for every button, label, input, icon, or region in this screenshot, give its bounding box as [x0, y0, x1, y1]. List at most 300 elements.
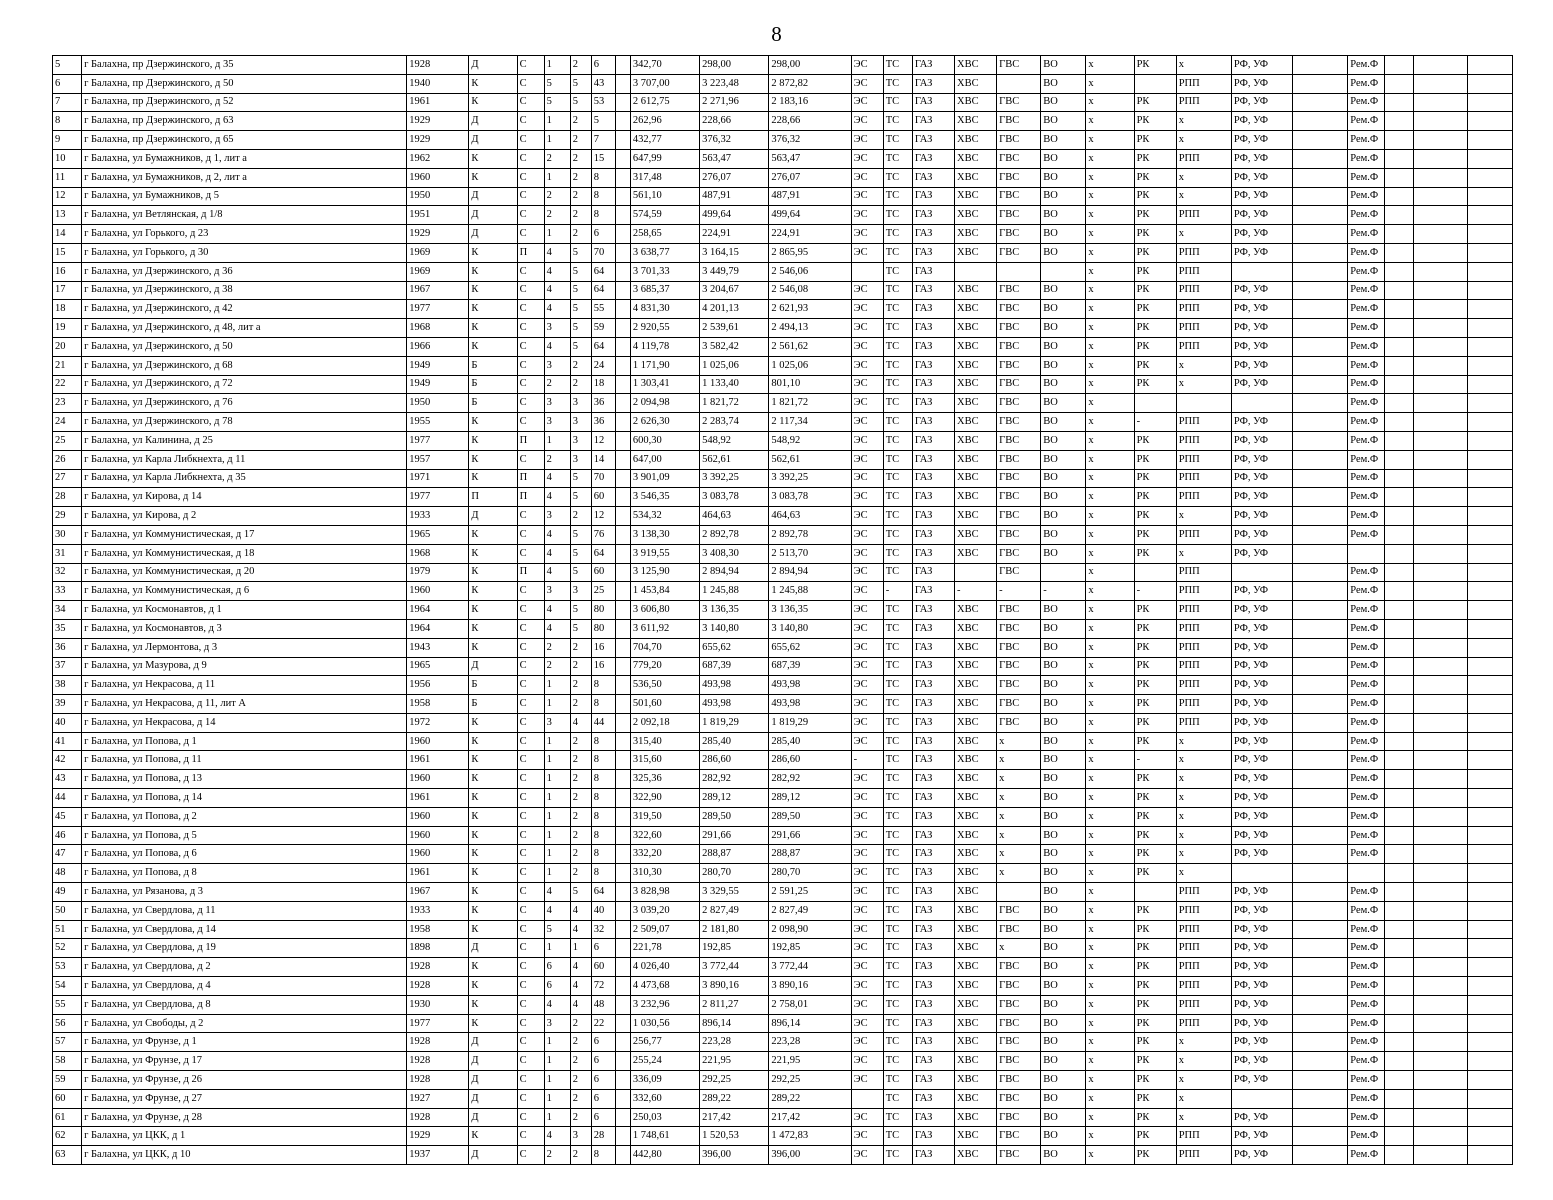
table-cell: 2 117,34 [769, 413, 851, 432]
table-cell: ГВС [997, 1146, 1041, 1165]
table-cell: 1 [544, 789, 570, 808]
table-cell [615, 187, 630, 206]
table-cell [1413, 507, 1467, 526]
table-cell: 55 [53, 995, 82, 1014]
table-cell: 46 [53, 826, 82, 845]
table-cell: К [469, 977, 517, 996]
table-cell: Д [469, 939, 517, 958]
table-cell: ХВС [955, 206, 997, 225]
table-cell: ГВС [997, 544, 1041, 563]
table-cell [615, 864, 630, 883]
table-cell [1385, 807, 1413, 826]
table-cell: РК [1134, 789, 1176, 808]
table-cell [615, 281, 630, 300]
table-cell [1467, 394, 1512, 413]
table-cell: 2 865,95 [769, 243, 851, 262]
table-cell [1467, 300, 1512, 319]
table-cell: ГВС [997, 1089, 1041, 1108]
table-cell [1467, 74, 1512, 93]
table-cell: 1969 [407, 243, 469, 262]
table-cell: С [517, 732, 544, 751]
table-cell [615, 431, 630, 450]
table-row [53, 206, 1513, 225]
table-cell: 15 [53, 243, 82, 262]
table-cell: 1940 [407, 74, 469, 93]
table-row [53, 544, 1513, 563]
table-cell: 1 245,88 [700, 582, 769, 601]
table-cell: 1 030,56 [630, 1014, 699, 1033]
table-cell: С [517, 826, 544, 845]
table-row [53, 864, 1513, 883]
table-cell: ХВС [955, 789, 997, 808]
table-cell: - [997, 582, 1041, 601]
table-cell: 7 [591, 131, 615, 150]
table-cell: х [1086, 1108, 1134, 1127]
table-cell: Рем.Ф [1348, 74, 1385, 93]
table-cell: ВО [1041, 93, 1086, 112]
table-cell: 2 513,70 [769, 544, 851, 563]
table-cell: РК [1134, 845, 1176, 864]
table-cell: 2 [570, 206, 591, 225]
table-cell [1293, 920, 1348, 939]
table-cell [1293, 1089, 1348, 1108]
table-cell: 1977 [407, 300, 469, 319]
table-cell: 32 [53, 563, 82, 582]
table-cell: ВО [1041, 920, 1086, 939]
table-cell: 6 [591, 1089, 615, 1108]
table-cell: 64 [591, 883, 615, 902]
table-cell: РПП [1176, 619, 1231, 638]
table-cell [1467, 225, 1512, 244]
table-cell: ВО [1041, 807, 1086, 826]
table-cell: 47 [53, 845, 82, 864]
table-cell: РФ, УФ [1231, 1052, 1292, 1071]
table-cell: 2 539,61 [700, 319, 769, 338]
table-cell: К [469, 281, 517, 300]
table-cell: ЭС [851, 1146, 883, 1165]
table-cell: ГАЗ [912, 695, 954, 714]
table-cell: 3 [570, 1127, 591, 1146]
table-cell: 501,60 [630, 695, 699, 714]
table-cell: 56 [53, 1014, 82, 1033]
table-cell [1467, 770, 1512, 789]
table-cell [1385, 394, 1413, 413]
table-cell [1293, 469, 1348, 488]
table-cell: 217,42 [700, 1108, 769, 1127]
table-cell: ВО [1041, 826, 1086, 845]
table-cell [1385, 920, 1413, 939]
table-cell: ХВС [955, 1052, 997, 1071]
table-cell: П [517, 431, 544, 450]
table-cell: ЭС [851, 845, 883, 864]
table-cell: ТС [883, 601, 912, 620]
table-cell: РПП [1176, 638, 1231, 657]
table-cell: ВО [1041, 713, 1086, 732]
table-cell: 5 [570, 337, 591, 356]
table-cell: ХВС [955, 93, 997, 112]
table-cell [1413, 281, 1467, 300]
table-cell: Рем.Ф [1348, 337, 1385, 356]
table-cell: 1929 [407, 131, 469, 150]
table-cell: 4 [544, 601, 570, 620]
table-cell: ХВС [955, 770, 997, 789]
table-cell: К [469, 807, 517, 826]
table-cell: РК [1134, 958, 1176, 977]
table-cell: 3 140,80 [700, 619, 769, 638]
table-cell: РПП [1176, 713, 1231, 732]
table-cell: К [469, 168, 517, 187]
table-cell: 1928 [407, 56, 469, 75]
table-cell: ЭС [851, 826, 883, 845]
table-cell: х [1176, 544, 1231, 563]
table-cell: ВО [1041, 74, 1086, 93]
table-cell: 1 [544, 864, 570, 883]
table-cell: 5 [53, 56, 82, 75]
table-cell [1467, 864, 1512, 883]
table-cell [1385, 93, 1413, 112]
table-cell [1467, 1071, 1512, 1090]
table-cell: ВО [1041, 657, 1086, 676]
table-cell [1413, 582, 1467, 601]
table-cell: 1961 [407, 93, 469, 112]
table-cell: 1960 [407, 168, 469, 187]
table-cell: ХВС [955, 883, 997, 902]
table-cell: ТС [883, 319, 912, 338]
table-cell [1385, 977, 1413, 996]
table-cell: г Балахна, ул Свердлова, д 19 [82, 939, 407, 958]
table-cell: ТС [883, 394, 912, 413]
table-cell: 1 [544, 431, 570, 450]
table-cell: 2 827,49 [700, 901, 769, 920]
table-cell [1385, 149, 1413, 168]
table-cell: 31 [53, 544, 82, 563]
table-cell: г Балахна, ул Калинина, д 25 [82, 431, 407, 450]
table-cell: 1951 [407, 206, 469, 225]
table-cell: 3 408,30 [700, 544, 769, 563]
table-cell: ГАЗ [912, 601, 954, 620]
table-cell: 8 [591, 187, 615, 206]
table-cell: 223,28 [700, 1033, 769, 1052]
table-cell: РПП [1176, 901, 1231, 920]
table-cell: ТС [883, 864, 912, 883]
table-cell: 3 901,09 [630, 469, 699, 488]
table-cell: ГАЗ [912, 74, 954, 93]
table-cell: 15 [591, 149, 615, 168]
table-cell: Рем.Ф [1348, 131, 1385, 150]
table-cell: 18 [53, 300, 82, 319]
table-cell: 4 [544, 488, 570, 507]
table-cell [1467, 93, 1512, 112]
table-cell: ВО [1041, 789, 1086, 808]
table-cell: ВО [1041, 1127, 1086, 1146]
table-cell: 4 [544, 544, 570, 563]
table-cell [1385, 601, 1413, 620]
table-cell: С [517, 1071, 544, 1090]
table-cell: ЭС [851, 168, 883, 187]
table-cell: Б [469, 375, 517, 394]
table-cell: х [1086, 1052, 1134, 1071]
table-cell: ГАЗ [912, 488, 954, 507]
table-cell: 2 626,30 [630, 413, 699, 432]
table-cell: 687,39 [700, 657, 769, 676]
table-cell [1231, 262, 1292, 281]
table-cell: РК [1134, 1146, 1176, 1165]
table-cell: г Балахна, ул Фрунзе, д 1 [82, 1033, 407, 1052]
table-row [53, 149, 1513, 168]
table-cell: х [1086, 995, 1134, 1014]
table-cell [1293, 507, 1348, 526]
table-cell [1293, 206, 1348, 225]
table-cell: х [1086, 826, 1134, 845]
table-cell: ЭС [851, 977, 883, 996]
table-cell: С [517, 1014, 544, 1033]
table-cell: 2 [570, 695, 591, 714]
table-cell: РФ, УФ [1231, 187, 1292, 206]
table-cell [1385, 770, 1413, 789]
table-cell: ВО [1041, 168, 1086, 187]
table-cell: Рем.Ф [1348, 920, 1385, 939]
table-cell: 2 561,62 [769, 337, 851, 356]
table-row [53, 488, 1513, 507]
table-cell [615, 657, 630, 676]
table-cell: 1 [544, 939, 570, 958]
table-cell: 1956 [407, 676, 469, 695]
table-cell: х [1086, 431, 1134, 450]
table-cell: х [1086, 713, 1134, 732]
table-row [53, 1108, 1513, 1127]
table-cell: 2 183,16 [769, 93, 851, 112]
table-cell [1385, 582, 1413, 601]
table-cell: Рем.Ф [1348, 1033, 1385, 1052]
table-cell: 8 [591, 789, 615, 808]
table-cell: ЭС [851, 488, 883, 507]
table-cell: г Балахна, ул Попова, д 11 [82, 751, 407, 770]
table-cell: ХВС [955, 149, 997, 168]
table-cell [615, 56, 630, 75]
table-cell: х [1086, 112, 1134, 131]
table-cell: 1966 [407, 337, 469, 356]
table-cell: - [1134, 582, 1176, 601]
table-cell: ГАЗ [912, 770, 954, 789]
table-cell: 33 [53, 582, 82, 601]
table-cell [615, 1089, 630, 1108]
table-cell [1413, 713, 1467, 732]
table-cell [1413, 563, 1467, 582]
table-cell: РФ, УФ [1231, 488, 1292, 507]
table-cell: С [517, 356, 544, 375]
table-cell: х [1176, 807, 1231, 826]
table-cell: х [1176, 168, 1231, 187]
table-cell [1467, 657, 1512, 676]
table-cell: ГВС [997, 601, 1041, 620]
table-cell [1467, 789, 1512, 808]
table-cell: 29 [53, 507, 82, 526]
table-cell: РПП [1176, 676, 1231, 695]
table-cell: 315,40 [630, 732, 699, 751]
table-cell: 5 [570, 563, 591, 582]
table-cell: г Балахна, ул Бумажников, д 5 [82, 187, 407, 206]
table-cell [1293, 845, 1348, 864]
table-cell [1385, 695, 1413, 714]
table-cell: ТС [883, 1071, 912, 1090]
table-cell: ТС [883, 56, 912, 75]
table-cell: Рем.Ф [1348, 281, 1385, 300]
table-cell: 2 [544, 206, 570, 225]
table-cell: 1 [544, 751, 570, 770]
table-cell: 3 [570, 431, 591, 450]
table-cell: 5 [570, 525, 591, 544]
table-cell: 3 890,16 [700, 977, 769, 996]
table-cell [615, 525, 630, 544]
table-cell: К [469, 74, 517, 93]
table-cell: ХВС [955, 920, 997, 939]
table-cell: РФ, УФ [1231, 1033, 1292, 1052]
table-cell: РФ, УФ [1231, 225, 1292, 244]
table-cell: РПП [1176, 657, 1231, 676]
table-cell: г Балахна, ул Фрунзе, д 28 [82, 1108, 407, 1127]
table-cell: 3 828,98 [630, 883, 699, 902]
table-row [53, 901, 1513, 920]
table-cell: ЭС [851, 901, 883, 920]
table-cell: РК [1134, 939, 1176, 958]
table-cell: х [1086, 413, 1134, 432]
table-cell: 1 821,72 [700, 394, 769, 413]
table-cell: 1 [544, 168, 570, 187]
table-cell: х [1086, 638, 1134, 657]
table-cell: 3 329,55 [700, 883, 769, 902]
table-cell: 289,22 [769, 1089, 851, 1108]
table-cell: х [1086, 1089, 1134, 1108]
table-cell: ЭС [851, 1071, 883, 1090]
table-cell: ТС [883, 488, 912, 507]
table-cell: г Балахна, ул Коммунистическая, д 6 [82, 582, 407, 601]
table-cell: 4 [544, 619, 570, 638]
table-cell: 59 [53, 1071, 82, 1090]
table-cell: 54 [53, 977, 82, 996]
table-cell: 2 827,49 [769, 901, 851, 920]
table-cell: К [469, 789, 517, 808]
table-row [53, 450, 1513, 469]
table-cell: 76 [591, 525, 615, 544]
table-cell: г Балахна, ул Мазурова, д 9 [82, 657, 407, 676]
table-cell [1293, 1014, 1348, 1033]
table-cell: ХВС [955, 281, 997, 300]
table-cell [1293, 1071, 1348, 1090]
table-cell: 2 [570, 657, 591, 676]
table-cell: Рем.Ф [1348, 168, 1385, 187]
table-cell: 8 [591, 676, 615, 695]
table-cell [1385, 243, 1413, 262]
table-cell [1176, 394, 1231, 413]
table-cell [615, 977, 630, 996]
table-cell: РК [1134, 225, 1176, 244]
table-cell: 5 [544, 74, 570, 93]
table-cell [615, 488, 630, 507]
table-cell: РК [1134, 300, 1176, 319]
table-cell: 6 [591, 225, 615, 244]
table-cell: г Балахна, ул Попова, д 1 [82, 732, 407, 751]
table-cell: Б [469, 394, 517, 413]
table-cell: 493,98 [700, 676, 769, 695]
table-cell [1293, 1108, 1348, 1127]
table-cell: 5 [570, 619, 591, 638]
table-cell: Д [469, 131, 517, 150]
table-cell: С [517, 206, 544, 225]
table-row [53, 883, 1513, 902]
table-cell: х [1086, 1146, 1134, 1165]
table-cell: х [1086, 544, 1134, 563]
table-cell: Рем.Ф [1348, 243, 1385, 262]
table-cell: ГВС [997, 413, 1041, 432]
table-cell [1413, 1014, 1467, 1033]
table-cell: 11 [53, 168, 82, 187]
table-row [53, 356, 1513, 375]
table-cell: РК [1134, 56, 1176, 75]
table-cell: ГАЗ [912, 845, 954, 864]
table-cell: 286,60 [769, 751, 851, 770]
table-cell: ГАЗ [912, 807, 954, 826]
table-cell [1293, 1033, 1348, 1052]
table-cell: РК [1134, 1071, 1176, 1090]
table-cell [1467, 1052, 1512, 1071]
table-cell: 1 [544, 225, 570, 244]
table-cell: 2 894,94 [769, 563, 851, 582]
table-cell: ЭС [851, 206, 883, 225]
table-cell: 4 026,40 [630, 958, 699, 977]
table-cell: ВО [1041, 751, 1086, 770]
table-cell [615, 375, 630, 394]
table-cell: ТС [883, 1146, 912, 1165]
table-cell: 1977 [407, 431, 469, 450]
table-cell: ЭС [851, 958, 883, 977]
table-cell: С [517, 74, 544, 93]
table-cell: х [1176, 187, 1231, 206]
table-cell: 4 [544, 469, 570, 488]
table-cell: ТС [883, 845, 912, 864]
table-cell: 342,70 [630, 56, 699, 75]
table-cell: РК [1134, 469, 1176, 488]
table-cell [1385, 356, 1413, 375]
table-cell: 21 [53, 356, 82, 375]
table-cell: Д [469, 657, 517, 676]
table-cell [1413, 225, 1467, 244]
table-cell: 2 591,25 [769, 883, 851, 902]
table-cell [1293, 356, 1348, 375]
table-row [53, 845, 1513, 864]
table-cell: ТС [883, 619, 912, 638]
table-cell: 1961 [407, 789, 469, 808]
table-cell: ТС [883, 939, 912, 958]
table-row [53, 619, 1513, 638]
table-cell [1467, 920, 1512, 939]
table-cell: С [517, 507, 544, 526]
table-cell [1413, 450, 1467, 469]
table-cell [1385, 56, 1413, 75]
table-cell: ВО [1041, 525, 1086, 544]
table-cell: 43 [53, 770, 82, 789]
table-cell: г Балахна, ул Кирова, д 2 [82, 507, 407, 526]
table-cell: 17 [53, 281, 82, 300]
table-cell: г Балахна, ул Дзержинского, д 42 [82, 300, 407, 319]
table-cell: РК [1134, 901, 1176, 920]
table-cell: 3 701,33 [630, 262, 699, 281]
table-cell: 3 [544, 413, 570, 432]
table-cell: РПП [1176, 939, 1231, 958]
table-cell [1467, 206, 1512, 225]
table-cell [1348, 544, 1385, 563]
table-cell: РК [1134, 206, 1176, 225]
table-cell: ВО [1041, 958, 1086, 977]
